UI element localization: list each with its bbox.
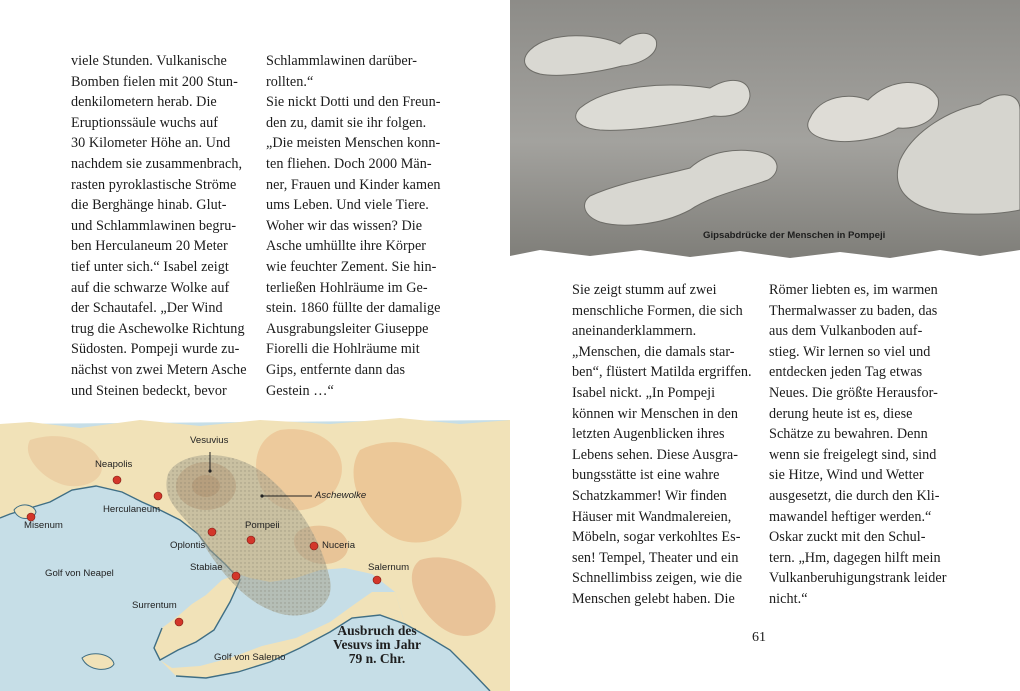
map-title: Ausbruch des Vesuvs im Jahr 79 n. Chr. bbox=[332, 623, 421, 666]
marker-salernum bbox=[373, 576, 381, 584]
text-column-1: viele Stunden. Vulkanische Bomben fielen mit 200 Stun- denkilometern herab. Die Eruptionssäule wuchs auf 30 Kilometer Höhe an. Und nachdem sie zusammenbrach, rasten pyroklastische Ströme die Berghänge hinab. Glut- und Schlammlawinen begru- ben Herculaneum 20 Meter tief unter sich.“ Isabel zeigt auf die schwarze Wolke auf der Schautafel. „Der Wind trug die Aschewolke Richtung Südosten. Pompeji wurde zu- nächst von zwei Metern Asche und Steinen bedeckt, bevor bbox=[71, 53, 247, 399]
map-label-aschewolke: Aschewolke bbox=[315, 490, 367, 501]
eruption-map bbox=[0, 410, 510, 691]
map-label-neapolis: Neapolis bbox=[95, 459, 133, 470]
marker-surrentum bbox=[175, 618, 183, 626]
page-number: 61 bbox=[752, 630, 766, 645]
marker-nuceria bbox=[310, 542, 318, 550]
map-label-nuceria: Nuceria bbox=[322, 540, 356, 551]
map-label-surrentum: Surrentum bbox=[132, 600, 177, 611]
map-label-vesuvius: Vesuvius bbox=[190, 435, 229, 446]
marker-neapolis bbox=[113, 476, 121, 484]
text-column-2: Schlammlawinen darüber- rollten.“ Sie nickt Dotti und den Freun- den zu, damit sie ihr folgen. „Die meisten Menschen konn- ten fliehen. Doch 2000 Män- ner, Frauen und Kinder kamen ums Leben. Und viele Tiere. Woher wir das wissen? Die Asche umhüllte ihre Körper wie feuchter Zement. Sie hin- terließen Hohlräume im Ge- stein. 1860 füllte der damalige Ausgrabungsleiter Giuseppe Fiorelli die Hohlräume mit Gips, entfernte dann das Gestein …“ bbox=[266, 53, 441, 399]
map-label-herculaneum: Herculaneum bbox=[103, 504, 161, 515]
text-column-3: Sie zeigt stumm auf zwei menschliche Formen, die sich aneinanderklammern. „Menschen, die damals star- ben“, flüstert Matilda ergriffen. Isabel nickt. „In Pompeji können wir Menschen in den letzten Augenblicken ihres Lebens sehen. Diese Ausgra- bungsstätte ist eine wahre Schatzkammer! Wir finden Häuser mit Wandmalereien, Möbeln, sogar verkohltes Es- sen! Tempel, Theater und ein Schnellimbiss zeigen, wie die Menschen gelebt haben. Die bbox=[572, 282, 752, 607]
marker-pompeii bbox=[247, 536, 255, 544]
marker-oplontis bbox=[208, 528, 216, 536]
text-column-4: Römer liebten es, im warmen Thermalwasser zu baden, das aus dem Vulkanboden auf- stieg. Wir lernen so viel und entdecken jeden Tag etwas Neues. Die größte Herausfor- derung heute ist es, diese Schätze zu bewahren. Denn wenn sie freigelegt sind, sind sie Hitze, Wind und Wetter ausgesetzt, die durch den Kli- mawandel heftiger werden.“ Oskar zuckt mit den Schul- tern. „Hm, dagegen hilft mein Vulkanberuhigungstrank leider nicht.“ bbox=[769, 282, 947, 607]
marker-stabiae bbox=[232, 572, 240, 580]
map-label-misenum: Misenum bbox=[24, 520, 63, 531]
plaster-casts-illustration bbox=[510, 0, 1020, 262]
map-label-golf-salerno: Golf von Salerno bbox=[214, 652, 286, 663]
map-label-stabiae: Stabiae bbox=[190, 562, 223, 573]
map-label-pompeii: Pompeii bbox=[245, 520, 280, 531]
map-label-oplontis: Oplontis bbox=[170, 540, 206, 551]
map-label-golf-neapel: Golf von Neapel bbox=[45, 568, 114, 579]
photo-caption: Gipsabdrücke der Menschen in Pompeji bbox=[703, 230, 886, 241]
map-label-salernum: Salernum bbox=[368, 562, 410, 573]
marker-herculaneum bbox=[154, 492, 162, 500]
